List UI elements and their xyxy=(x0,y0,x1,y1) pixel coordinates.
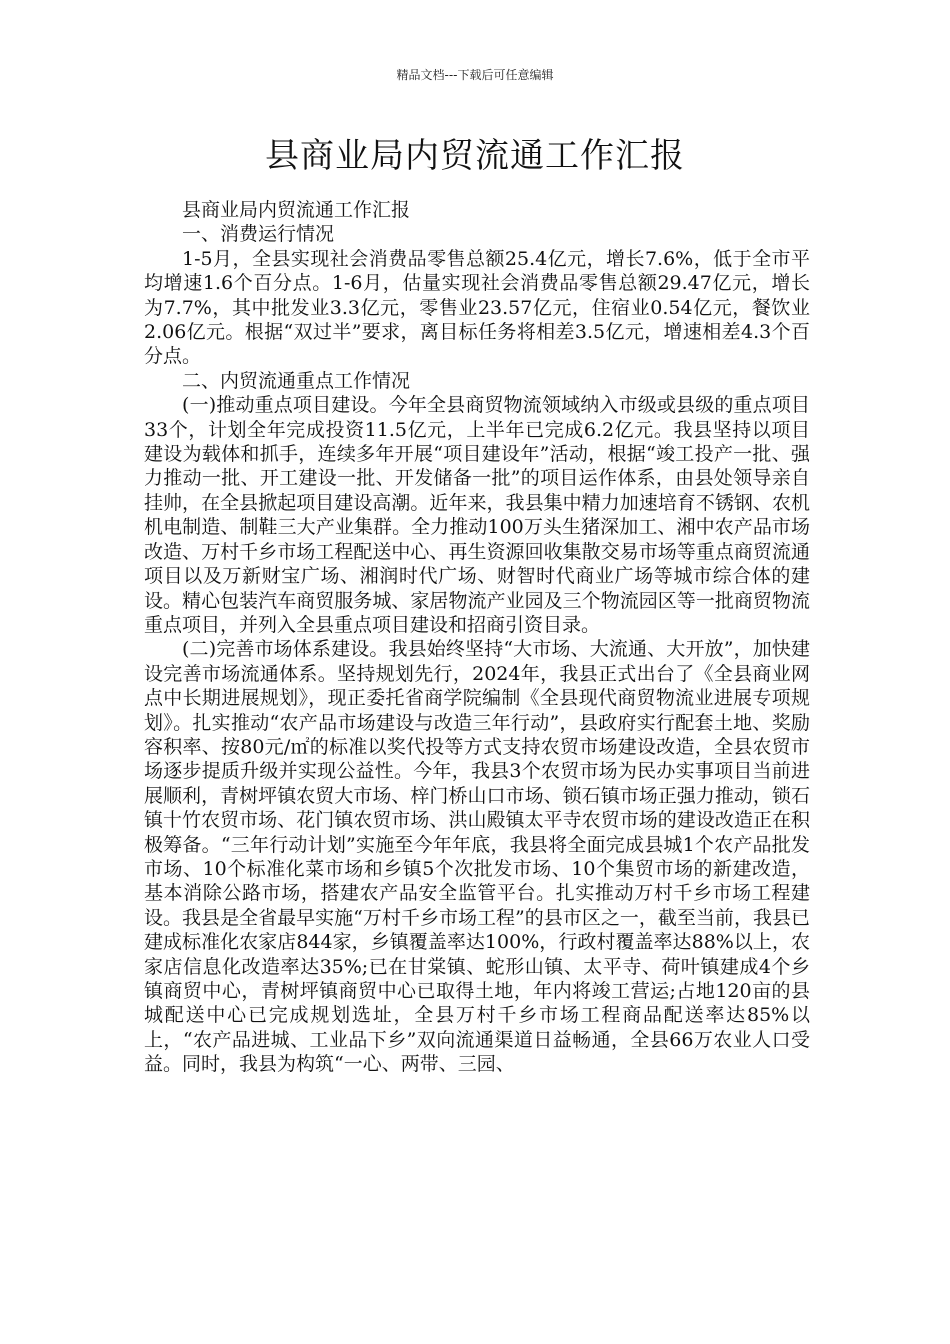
header-note: 精品文档---下载后可任意编辑 xyxy=(396,68,554,82)
section-heading-key-work: 二、内贸流通重点工作情况 xyxy=(182,369,411,392)
document-title: 县商业局内贸流通工作汇报 xyxy=(265,136,685,176)
section-heading-consumption: 一、消费运行情况 xyxy=(182,223,335,246)
body-paragraph-key-projects: (一)推动重点项目建设。今年全县商贸物流领域纳入市级或县级的重点项目33个，计划全年完成投资11.5亿元，上半年已完成6.2亿元。我县坚持以项目建设为载体和抓手，连续多年开展“项目建设年”活动，根据“竣工投产一批、强力推动一批、开工建设一批、开发储备一批”的项目运作体系，由县处领导亲自挂帅，在全县掀起项目建设高潮。近年来，我县集中精力加速培育不锈钢、农机机电制造、制鞋三大产业集群。全力推动100万头生猪深加工、湘中农产品市场改造、万村千乡市场工程配送中心、再生资源回收集散交易市场等重点商贸流通项目以及万新财宝广场、湘润时代广场、财智时代商业广场等城市综合体的建设。精心包装汽车商贸服务城、家居物流产业园及三个物流园区等一批商贸物流重点项目，并列入全县重点项目建设和招商引资目录。 xyxy=(144,394,810,636)
body-paragraph-subtitle: 县商业局内贸流通工作汇报 xyxy=(182,199,411,221)
body-paragraph-market-system: (二)完善市场体系建设。我县始终坚持“大市场、大流通、大开放”，加快建设完善市场流通体系。坚持规划先行，2024年，我县正式出台了《全县商业网点中长期进展规划》，现正委托省商学院编制《全县现代商贸物流业进展专项规划》。扎实推动“农产品市场建设与改造三年行动”，县政府实行配套土地、奖励容积率、按80元/㎡的标准以奖代投等方式支持农贸市场建设改造，全县农贸市场逐步提质升级并实现公益性。今年，我县3个农贸市场为民办实事项目当前进展顺利，青树坪镇农贸大市场、梓门桥山口市场、锁石镇市场正强力推动，锁石镇十竹农贸市场、花门镇农贸市场、洪山殿镇太平寺农贸市场的建设改造正在积极筹备。“三年行动计划”实施至今年年底，我县将全面完成县城1个农产品批发市场、10个标准化菜市场和乡镇5个次批发市场、10个集贸市场的新建改造，基本消除公路市场，搭建农产品安全监管平台。扎实推动万村千乡市场工程建设。我县是全省最早实施“万村千乡市场工程”的县市区之一，截至当前，我县已建成标准化农家店844家，乡镇覆盖率达100%，行政村覆盖率达88%以上，农家店信息化改造率达35%;已在甘棠镇、蛇形山镇、太平寺、荷叶镇建成4个乡镇商贸中心，青树坪镇商贸中心已取得土地，年内将竣工营运;占地120亩的县城配送中心已完成规划选址，全县万村千乡市场工程商品配送率达85%以上，“农产品进城、工业品下乡”双向流通渠道日益畅通，全县66万农业人口受益。同时，我县为构筑“一心、两带、三园、 xyxy=(144,638,810,1076)
document-body xyxy=(144,198,810,1077)
body-paragraph-consumption: 1-5月，全县实现社会消费品零售总额25.4亿元，增长7.6%，低于全市平均增速1.6个百分点。1-6月，估量实现社会消费品零售总额29.47亿元，增长为7.7%，其中批发业3.3亿元，零售业23.57亿元，住宿业0.54亿元，餐饮业2.06亿元。根据“双过半”要求，离目标任务将相差3.5亿元，增速相差4.3个百分点。 xyxy=(144,247,810,368)
